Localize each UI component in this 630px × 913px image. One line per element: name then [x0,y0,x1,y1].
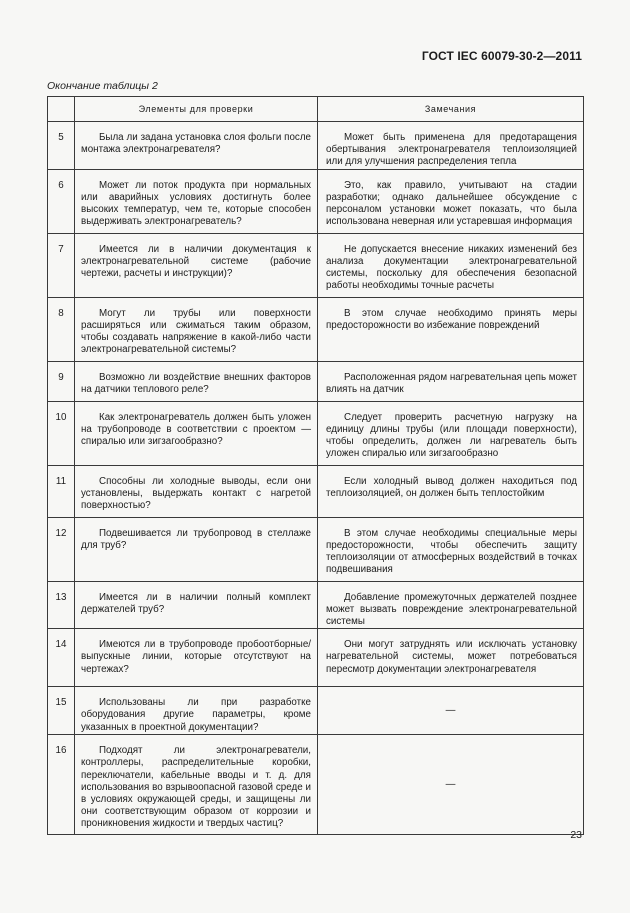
row-item: Возможно ли воздействие внешних факторов на датчики теплового реле? [75,361,318,401]
row-item: Как электронагреватель должен быть уложен на трубопроводе в соответствии с проектом — спиралью или зигзагообразно? [75,401,318,465]
header-cell-num [48,97,75,122]
row-number: 15 [48,687,75,735]
row-note: Расположенная рядом нагревательная цепь может влиять на датчик [318,361,584,401]
table-caption: Окончание таблицы 2 [47,80,158,92]
table-row [48,581,584,629]
row-item: Имеются ли в трубопроводе пробоотборные/выпускные линии, которые отсутствуют на чертежах? [75,629,318,687]
row-note: Добавление промежуточных держателей позднее может вызвать повреждение электронагревательной системы [318,581,584,629]
row-note-dash: — [318,735,584,835]
row-number: 14 [48,629,75,687]
row-number: 11 [48,465,75,517]
row-item: Имеется ли в наличии полный комплект держателей труб? [75,581,318,629]
row-number: 10 [48,401,75,465]
table-row [48,361,584,401]
row-item: Использованы ли при разработке оборудования другие параметры, кроме указанных в проектной документации? [75,687,318,735]
row-number: 8 [48,297,75,361]
row-number: 9 [48,361,75,401]
row-number: 13 [48,581,75,629]
row-number: 5 [48,122,75,170]
page-number: 23 [570,829,582,841]
row-item: Подвешивается ли трубопровод в стеллаже для труб? [75,517,318,581]
table-row [48,735,584,835]
table-row [48,122,584,170]
row-item: Имеется ли в наличии документация к электронагревательной системе (рабочие чертежи, расчеты и инструкции)? [75,233,318,297]
table-row [48,297,584,361]
table-row [48,233,584,297]
row-note: В этом случае необходимо принять меры предосторожности во избежание повреждений [318,297,584,361]
row-number: 6 [48,169,75,233]
row-item: Подходят ли электронагреватели, контроллеры, распределительные коробки, переключатели, кабельные вводы и т. д. для использования во взрывоопасной газовой среде и в условиях окружающей среды, и защищены ли они соответствующим образом от коррозии и проникновения жидкости и твердых частиц? [75,735,318,835]
table-row [48,401,584,465]
table-row [48,687,584,735]
row-note: Следует проверить расчетную нагрузку на единицу длины трубы (или площади поверхности), чтобы определить, должен ли нагреватель быть уложен спиралью или зигзагообразно [318,401,584,465]
row-note: В этом случае необходимы специальные меры предосторожности, чтобы обеспечить защиту теплоизоляции от атмосферных воздействий в точках подвешивания [318,517,584,581]
inspection-table [47,96,584,835]
header-cell-items: Элементы для проверки [75,97,318,122]
header-cell-notes: Замечания [318,97,584,122]
row-number: 16 [48,735,75,835]
row-note: Если холодный вывод должен находиться под теплоизоляцией, он должен быть теплостойким [318,465,584,517]
table-row [48,169,584,233]
row-item: Может ли поток продукта при нормальных или аварийных условиях достигнуть более высоких температур, чем те, которые способен выдерживать электронагреватель? [75,169,318,233]
table-row [48,465,584,517]
row-note: Не допускается внесение никаких изменений без анализа документации электронагревательной системы, поскольку для обеспечения безопасной работы необходимы точные расчеты [318,233,584,297]
standard-code: ГОСТ IEC 60079-30-2—2011 [421,49,582,63]
table-header-row [48,97,584,122]
row-item: Могут ли трубы или поверхности расширяться или сжиматься таким образом, чтобы создавать напряжение в какой-либо части электронагревательной системы? [75,297,318,361]
row-note: Они могут затруднять или исключать установку нагревательной системы, может потребоваться пересмотр документации электронагревателя [318,629,584,687]
table-row [48,517,584,581]
row-number: 7 [48,233,75,297]
table-row [48,629,584,687]
row-note: Это, как правило, учитывают на стадии разработки; однако дальнейшее обсуждение с персоналом установки может показать, что была использована неверная или устаревшая информация [318,169,584,233]
row-number: 12 [48,517,75,581]
row-note: Может быть применена для предотаращения обертывания электронагревателя теплоизоляцией или для улучшения распределения тепла [318,122,584,170]
row-item: Была ли задана установка слоя фольги после монтажа электронагревателя? [75,122,318,170]
row-item: Способны ли холодные выводы, если они установлены, выдержать контакт с нагретой поверхностью? [75,465,318,517]
row-note-dash: — [318,687,584,735]
